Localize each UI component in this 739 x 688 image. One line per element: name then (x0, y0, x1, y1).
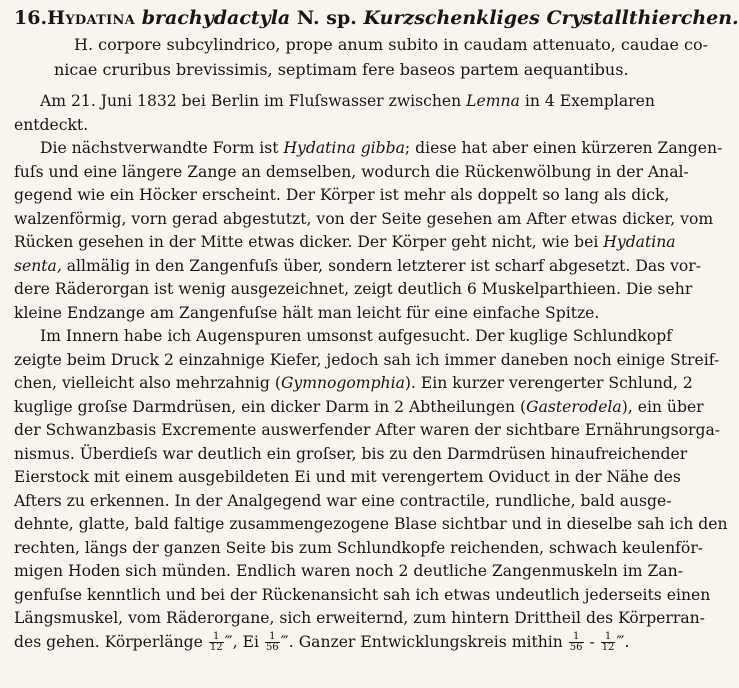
text-line: kleine Endzange am Zangenfuſse hält man leicht für eine einfache Spitze. (14, 303, 600, 322)
text-line: zeigte beim Druck 2 einzahnige Kiefer, jedoch sah ich immer daneben noch einige Streif- (14, 350, 720, 369)
text-line: kuglige groſse Darmdrüsen, ein dicker Darm in 2 Abtheilungen (Gasterodela), ein über (14, 397, 704, 416)
text-line: Die nächstverwandte Form ist Hydatina gibba; diese hat aber einen kürzeren Zangen- (40, 139, 723, 157)
text-line: rechten, längs der ganzen Seite bis zum Schlundkopfe reichenden, schwach keulenför- (14, 538, 704, 557)
fraction-body-length: $\frac{1}{12}$ (209, 631, 223, 653)
text-line: der Schwanzbasis Excremente auswerfender After waren der sichtbare Ernährungsorga- (14, 421, 721, 439)
fraction-egg: $\frac{1}{56}$ (265, 631, 279, 653)
body-text (14, 90, 728, 654)
unit-lines: ‴ (616, 632, 625, 651)
text-line: migen Hoden sich münden. Endlich waren noch 2 deutliche Zangenmuskeln im Zan- (14, 562, 683, 580)
novelty-mark: N. sp. (296, 7, 357, 29)
latin-line: H. corpore subcylindrico, prope anum subito in caudam attenuato, caudae co- (74, 35, 709, 54)
latin-diagnosis (14, 32, 709, 82)
text-line: dere Räderorgan ist wenig ausgezeichnet, zeigt deutlich 6 Muskelparthieen. Die sehr (14, 280, 693, 298)
paragraph-anatomy (14, 325, 728, 654)
text-line: genfuſse kenntlich und bei der Rückenansicht sah ich etwas undeutlich jederseits einen (14, 585, 711, 604)
text-line: chen, vielleicht also mehrzahnig (Gymnogomphia). Ein kurzer verengerter Schlund, 2 (14, 374, 693, 392)
text-line: senta, allmälig in den Zangenfuſs über, sondern letzterer ist scharf abgesetzt. Das vor- (14, 256, 702, 275)
text-line: Längsmuskel, vom Räderorgane, sich erweiternd, zum hintern Drittheil des Körperran- (14, 609, 705, 627)
text-line: walzenförmig, vorn gerad abgestutzt, von der Seite gesehen am After etwas dicker, vom (14, 209, 714, 228)
fraction-cycle-from: $\frac{1}{56}$ (569, 631, 583, 653)
text-line: Rücken gesehen in der Mitte etwas dicker. Der Körper geht nicht, wie bei Hydatina (14, 233, 676, 251)
text-line: Am 21. Juni 1832 bei Berlin im Fluſswasser zwischen Lemna in 4 Exemplaren (40, 92, 655, 110)
text-line: Afters zu erkennen. In der Analgegend war eine contractile, rundliche, bald ausge- (14, 491, 672, 510)
species-epithet: brachydactyla (141, 7, 291, 29)
text-line: des gehen. Körperlänge $\frac{1}{12}$ ‴, Ei $\frac{1}{56}$ ‴. Ganzer Entwicklungskreis mithin $\frac{1}{56}$ - $\frac{1}{12}$ ‴. (14, 631, 630, 653)
fraction-cycle-to: $\frac{1}{12}$ (601, 631, 615, 653)
latin-line: nicae cruribus brevissimis, septimam fere baseos partem aequantibus. (54, 60, 629, 79)
species-number: 16. (14, 7, 48, 29)
text-line: dehnte, glatte, bald faltige zusammengezogene Blase sichtbar und in dieselbe sah ich den (14, 515, 728, 533)
paragraph-discovery (14, 90, 690, 137)
text-line: nismus. Überdieſs war deutlich ein groſser, bis zu den Darmdrüsen hinaufreichender (14, 444, 688, 463)
unit-lines: ‴ (224, 632, 233, 651)
text-line: Eierstock mit einem ausgebildeten Ei und mit verengertem Oviduct in der Nähe des (14, 468, 681, 486)
text-line: Im Innern habe ich Augenspuren umsonst aufgesucht. Der kuglige Schlundkopf (40, 327, 673, 345)
species-heading (14, 6, 739, 30)
common-name: Kurzschenkliges Crystallthierchen. (363, 7, 739, 29)
text-line: entdeckt. (14, 115, 89, 134)
unit-lines: ‴ (280, 632, 289, 651)
text-line: gegend wie ein Höcker erscheint. Der Körper ist mehr als doppelt so lang als dick, (14, 186, 670, 204)
paragraph-comparison (14, 137, 723, 325)
genus-name: Hydatina (47, 7, 136, 29)
text-line: fuſs und eine längere Zange an demselben, wodurch die Rückenwölbung in der Anal- (14, 162, 689, 181)
